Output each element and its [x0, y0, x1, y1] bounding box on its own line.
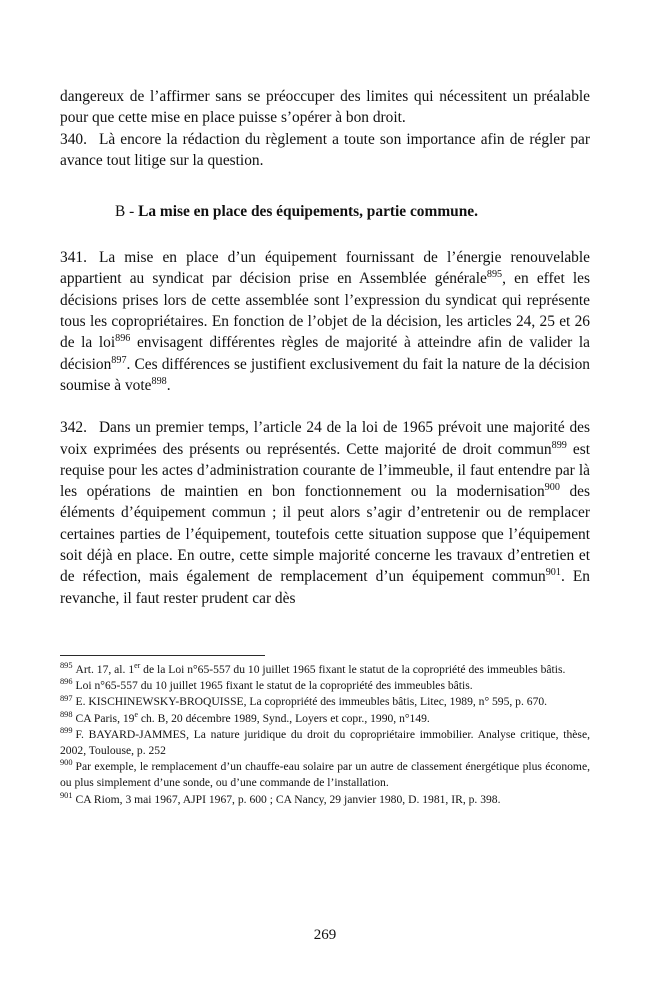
- footnote-text-part2: de la Loi n°65-557 du 10 juillet 1965 fixant le statut de la copropriété des immeubles bâtis.: [140, 663, 566, 676]
- paragraph-continued-text: dangereux de l’affirmer sans se préoccuper des limites qui nécessitent un préalable pour que cette mise en place puisse s’opérer à bon droit.: [60, 88, 590, 127]
- footnote-item: [60, 759, 590, 791]
- paragraph-341: [60, 247, 590, 396]
- paragraph-342-text-part3: des éléments d’équipement commun ; il peut alors s’agir d’entretenir ou de remplacer certaines parties de l’équipement, toutefois cette situation suppose que l’équipement soit déjà en place. En outre, cette simple majorité concerne les travaux d’entretien et de réfection, mais également de remplacement d’un équipement commun: [60, 483, 590, 586]
- footnote-item: [60, 711, 590, 727]
- footnote-item: [60, 662, 590, 678]
- footnote-text-part1: CA Paris, 19: [75, 711, 135, 725]
- spacer-after-heading: [60, 222, 590, 247]
- footnote-text-part1: Art. 17, al. 1: [75, 663, 135, 676]
- paragraph-342: [60, 417, 590, 609]
- footnote-text-part1: E. KISCHINEWSKY-BROQUISSE, La copropriété des immeubles bâtis, Litec, 1989, n° 595, p. 670.: [75, 695, 548, 709]
- footnote-section: [60, 655, 590, 808]
- footnote-number: 897: [60, 693, 73, 703]
- footnote-ref-897[interactable]: 897: [111, 354, 127, 366]
- paragraph-340-text: Là encore la rédaction du règlement a toute son importance afin de régler par avance tout litige sur la question.: [60, 130, 590, 169]
- section-heading: [60, 201, 590, 222]
- footnote-number: 898: [60, 709, 73, 719]
- spacer-between-paragraphs: [60, 396, 590, 417]
- footnote-number: 896: [60, 677, 73, 687]
- paragraph-341-text-part2: , en effet les décisions prises lors de cette assemblée sont l’expression du syndicat qui représente tous les copropriétaires. En fonction de l’objet de la décision, les articles 24, 25 et 26 de la loi: [60, 270, 590, 352]
- footnote-ref-901[interactable]: 901: [545, 567, 561, 579]
- footnote-text-part2: ch. B, 20 décembre 1989, Synd., Loyers et copr., 1990, n°149.: [137, 711, 430, 725]
- footnote-text-part1: CA Riom, 3 mai 1967, AJPI 1967, p. 600 ; CA Nancy, 29 janvier 1980, D. 1981, IR, p. 398.: [75, 792, 501, 806]
- paragraph-341-text-part5: .: [166, 376, 171, 394]
- section-heading-prefix: B -: [115, 203, 139, 221]
- paragraph-342-number: 342.: [60, 419, 87, 437]
- footnote-number: 895: [60, 661, 73, 671]
- footnote-item: [60, 792, 590, 808]
- paragraph-341-text-part3: envisagent différentes règles de majorité à atteindre afin de valider la décision: [60, 334, 591, 373]
- footnote-number: 899: [60, 725, 73, 735]
- footnote-text-part1: Loi n°65-557 du 10 juillet 1965 fixant le statut de la copropriété des immeubles bâtis.: [75, 679, 473, 693]
- paragraph-342-text-part1: Dans un premier temps, l’article 24 de la loi de 1965 prévoit une majorité des voix exprimées des présents ou représentés. Cette majorité de droit commun: [60, 419, 590, 458]
- paragraph-340-number: 340.: [60, 130, 87, 148]
- page-body-content: [60, 86, 590, 609]
- footnote-ref-899[interactable]: 899: [551, 439, 567, 451]
- paragraph-341-text-part1: La mise en place d’un équipement fournissant de l’énergie renouvelable appartient au syndicat par décision prise en Assemblée générale: [60, 249, 590, 288]
- paragraph-342-text-part2: est requise pour les actes d’administration courante de l’immeuble, il faut entendre par là les opérations de maintien en bon fonctionnement ou la modernisation: [60, 440, 590, 501]
- paragraph-continued: [60, 86, 590, 129]
- paragraph-342-text-part4: . En revanche, il faut rester prudent car dès: [60, 568, 590, 607]
- footnote-ordinal-suffix: e: [134, 709, 138, 719]
- footnote-text-part1: Par exemple, le remplacement d’un chauffe-eau solaire par un autre de classement énergétique plus économe, ou plus simplement d’une sonde, ou d’une commande de l’installation.: [60, 760, 590, 790]
- footnote-number: 901: [60, 790, 73, 800]
- paragraph-340: [60, 129, 590, 172]
- footnote-ref-895[interactable]: 895: [486, 269, 503, 281]
- footnote-item: [60, 727, 590, 759]
- footnote-item: [60, 678, 590, 694]
- footnote-ref-896[interactable]: 896: [115, 333, 131, 345]
- footnote-ordinal-suffix: er: [134, 661, 141, 671]
- footnote-text-part1: F. BAYARD-JAMMES, La nature juridique du droit du copropriétaire immobilier. Analyse critique, thèse, 2002, Toulouse, p. 252: [60, 727, 590, 758]
- footnote-item: [60, 694, 590, 710]
- footnote-ref-898[interactable]: 898: [151, 375, 167, 387]
- section-heading-title: La mise en place des équipements, partie commune.: [138, 203, 478, 221]
- page-number: 269: [313, 927, 337, 943]
- footnote-ref-900[interactable]: 900: [544, 482, 560, 494]
- paragraph-341-text-part4: . Ces différences se justifient exclusivement du fait la nature de la décision soumise à vote: [60, 355, 590, 394]
- footnote-separator-rule: [60, 655, 265, 656]
- spacer-before-heading: [60, 171, 590, 201]
- footnote-number: 900: [60, 758, 73, 768]
- paragraph-341-number: 341.: [60, 249, 87, 267]
